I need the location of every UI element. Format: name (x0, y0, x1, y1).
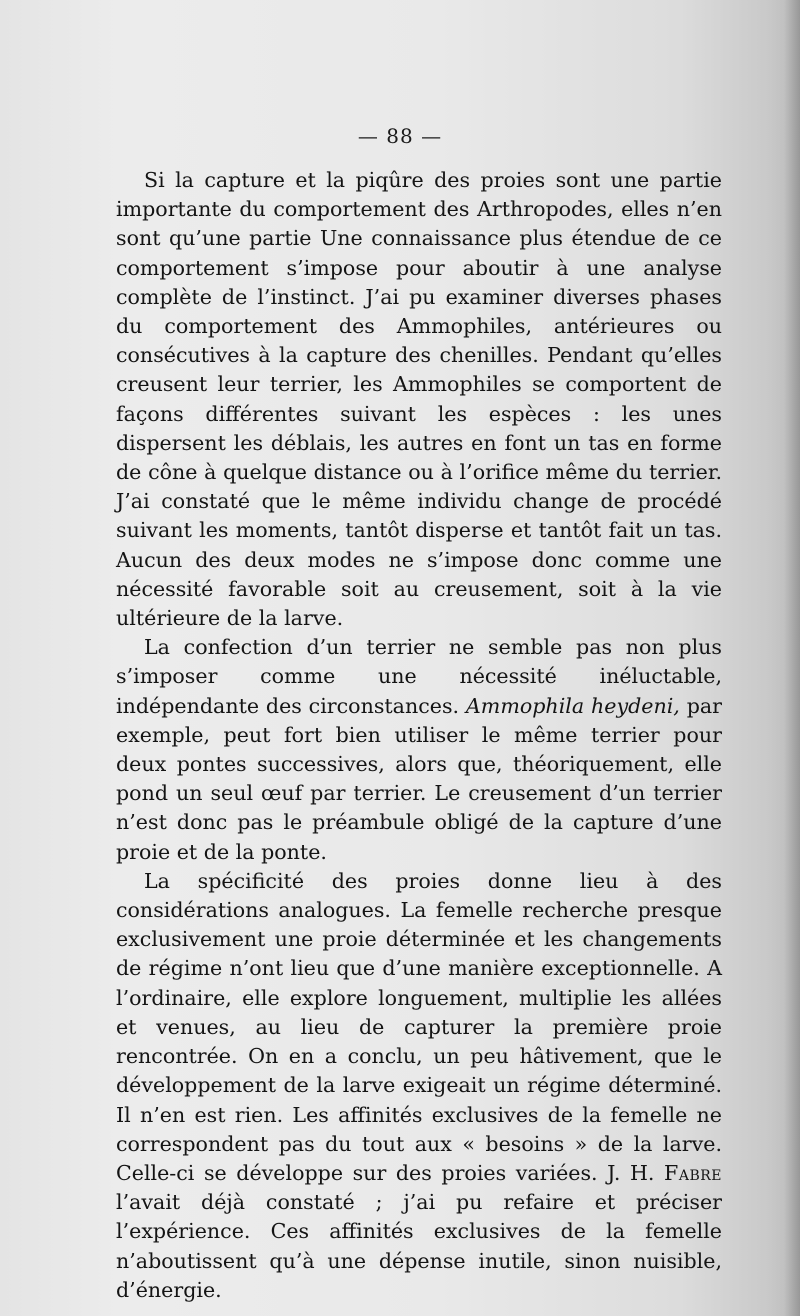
author-name: Fabre (664, 1160, 722, 1185)
paragraph-1 (116, 166, 722, 633)
species-name: Ammophila heydeni, (465, 693, 680, 718)
body-text (116, 166, 722, 1305)
paragraph-2 (116, 633, 722, 867)
paragraph-3-text-after: l’avait déjà constaté ; j’ai pu refaire et préciser l’expérience. Ces affinités exclusives de la femelle n’aboutissent qu’à une dépense inutile, sinon nuisible, d’énergie. (116, 1190, 722, 1302)
paragraph-1-text: Si la capture et la piqûre des proies sont une partie importante du comportement des Arthropodes, elles n’en sont qu’une partie Une connaissance plus étendue de ce comportement s’impose pour aboutir à une analyse complète de l’instinct. J’ai pu examiner diverses phases du comportement des Ammophiles, antérieures ou consécutives à la capture des chenilles. Pendant qu’elles creusent leur terrier, les Ammophiles se comportent de façons différentes suivant les espèces : les unes dispersent les déblais, les autres en font un tas en forme de cône à quelque distance ou à l’orifice même du terrier. J’ai constaté que le même individu change de procédé suivant les moments, tantôt disperse et tantôt fait un tas. Aucun des deux modes ne s’impose donc comme une nécessité favorable soit au creusement, soit à la vie ultérieure de la larve. (116, 168, 722, 631)
paragraph-2-text-before: La confection d’un terrier ne semble pas non plus s’imposer comme une nécessité inéluctable, indépendante des circonstances. (116, 635, 722, 718)
paragraph-3 (116, 867, 722, 1305)
paragraph-2-text-after: par exemple, peut fort bien utiliser le même terrier pour deux pontes successives, alors que, théoriquement, elle pond un seul œuf par terrier. Le creusement d’un terrier n’est donc pas le préambule obligé de la capture d’une proie et de la ponte. (116, 693, 723, 864)
paragraph-3-text-before: La spécificité des proies donne lieu à des considérations analogues. La femelle recherche presque exclusivement une proie déterminée et les changements de régime n’ont lieu que d’une manière exceptionnelle. A l’ordinaire, elle explore longuement, multiplie les allées et venues, au lieu de capturer la première proie rencontrée. On en a conclu, un peu hâtivement, que le développement de la larve exigeait un régime déterminé. Il n’en est rien. Les affinités exclusives de la femelle ne correspondent pas du tout aux « besoins » de la larve. Celle-ci se développe sur des proies variées. J. H. (116, 868, 722, 1185)
page-edge-shadow (784, 0, 800, 1316)
page-number: — 88 — (357, 124, 443, 148)
